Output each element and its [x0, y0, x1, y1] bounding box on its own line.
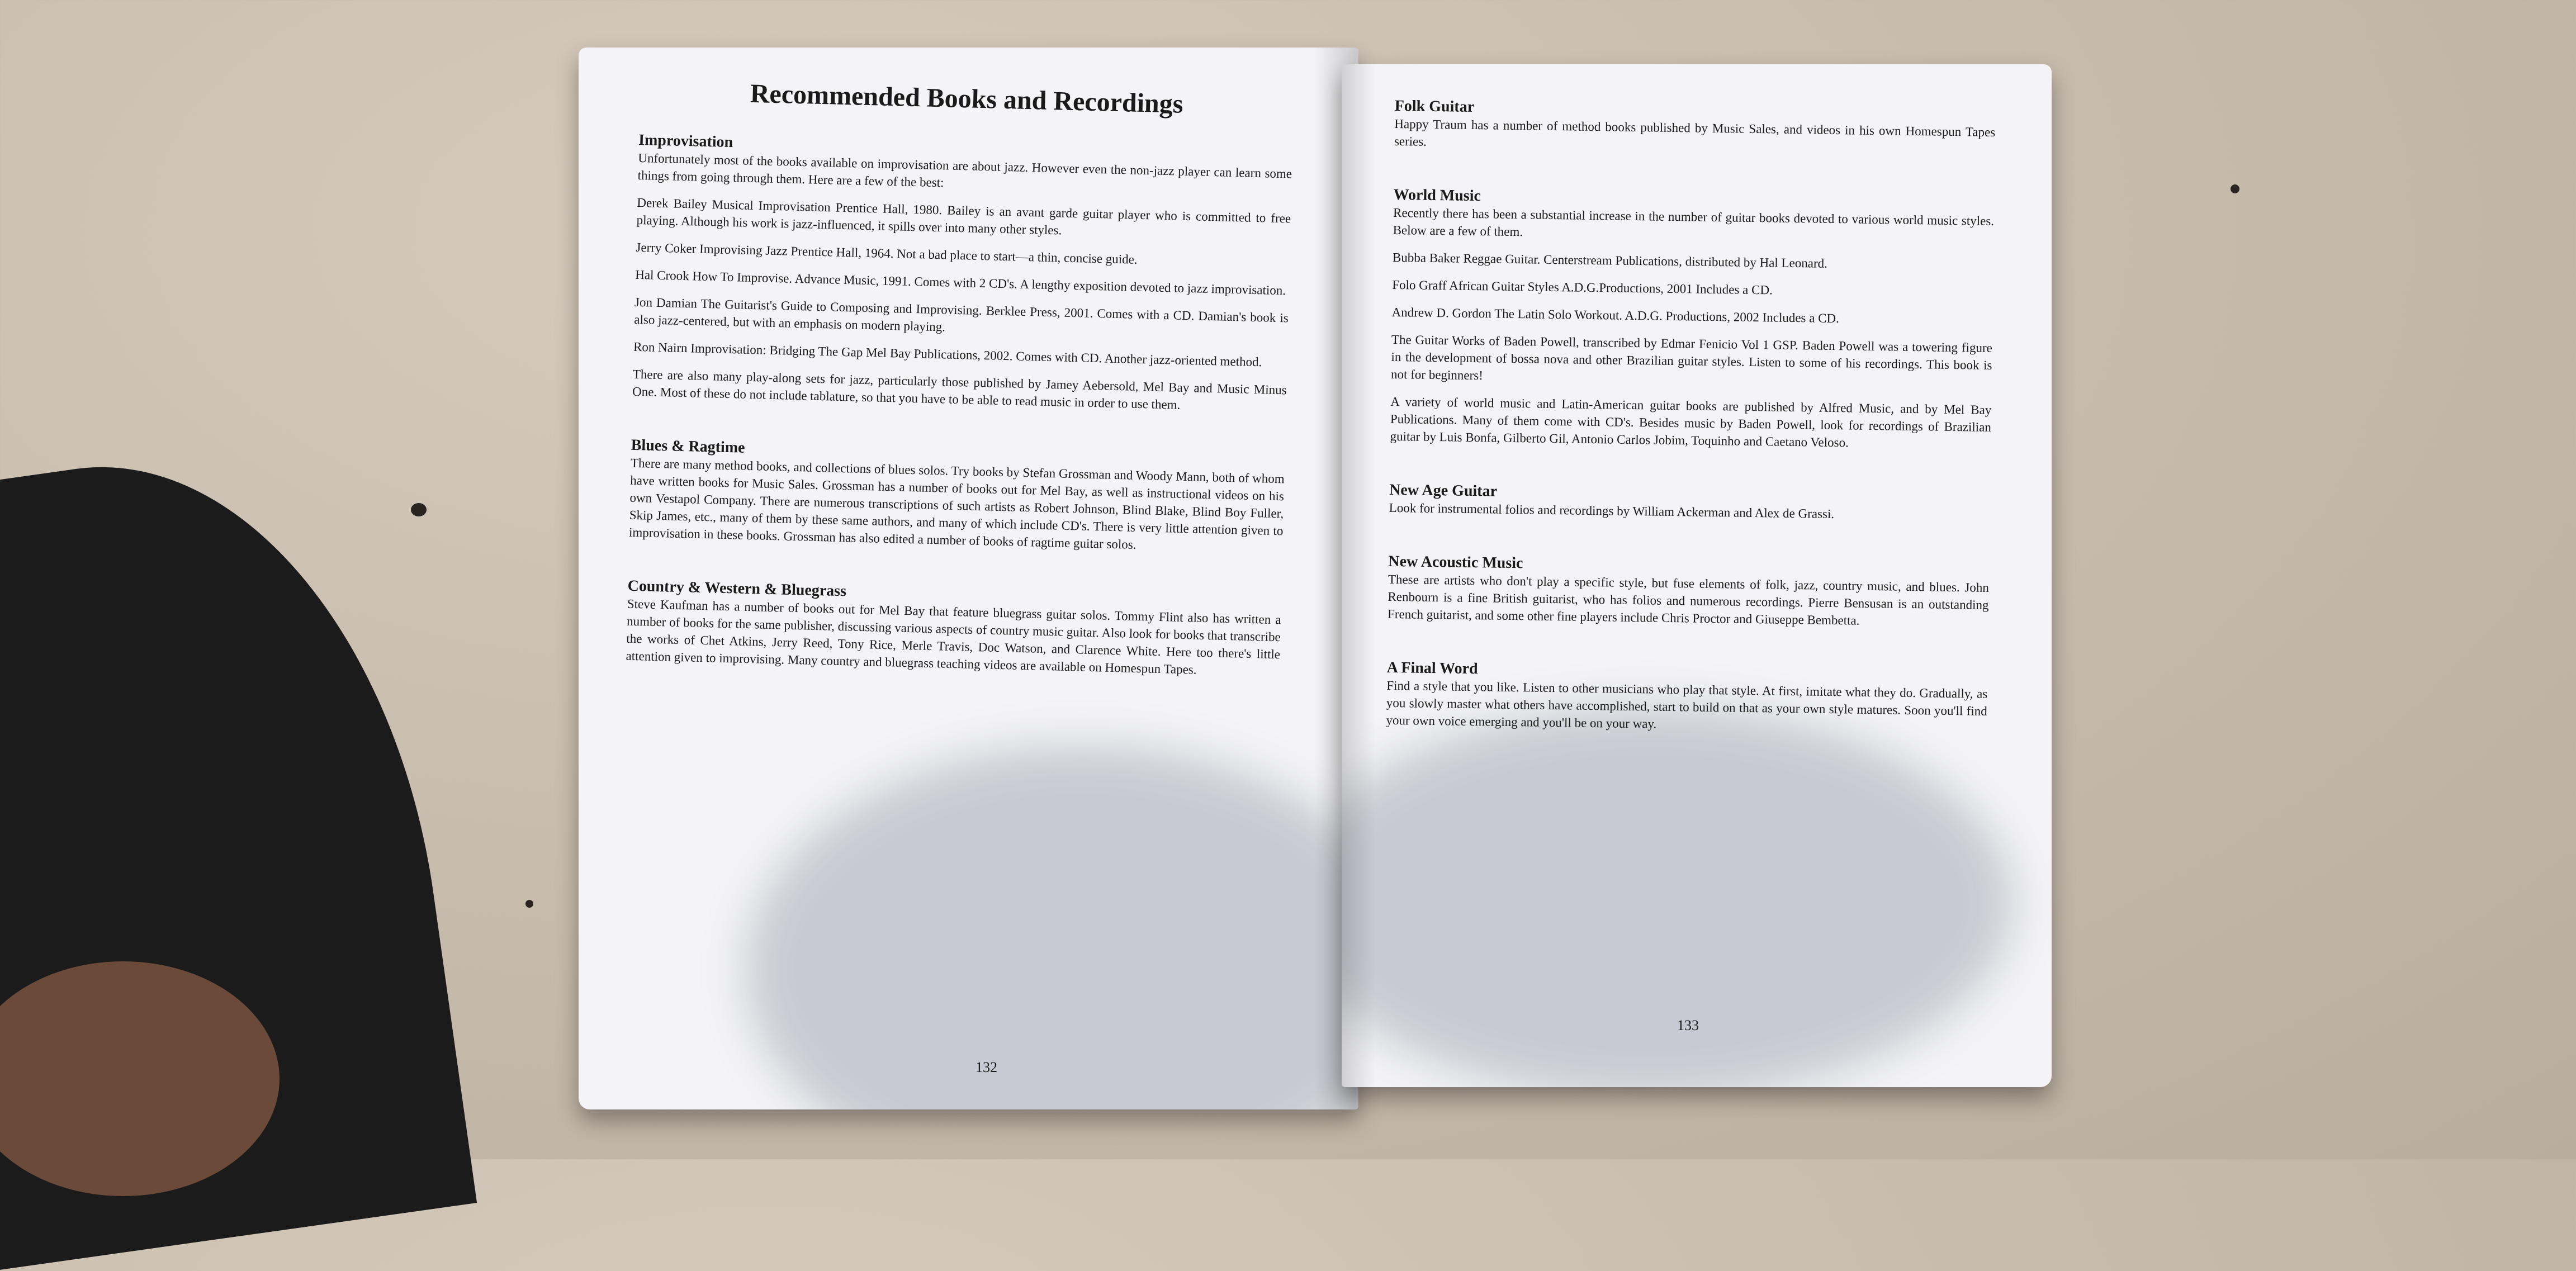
new-age-body: Look for instrumental folios and recordings by William Ackerman and Alex de Grassi.	[1389, 500, 1835, 521]
entry-damian: Jon Damian The Guitarist's Guide to Composing and Improvising. Berklee Press, 2001. Comes with a CD. Damian's book is also jazz-centered, but with an emphasis on modern playing.	[634, 295, 1289, 334]
heading-improvisation: Improvisation	[638, 131, 733, 151]
page-title: Recommended Books and Recordings	[750, 78, 1184, 119]
world-intro: Recently there has been a substantial increase in the number of guitar books devoted to various world music styles. Below are a few of them.	[1393, 205, 1995, 239]
heading-final-word: A Final Word	[1386, 658, 1478, 678]
entry-play-along: There are also many play-along sets for jazz, particularly those published by Jamey Aebersold, Mel Bay and Music Minus One. Most of these do not include tablature, so that you have to be able to read music in order to use them.	[632, 367, 1287, 412]
entry-coker: Jerry Coker Improvising Jazz Prentice Hall, 1964. Not a bad place to start—a thin, concise guide.	[636, 240, 1138, 267]
final-word-body: Find a style that you like. Listen to other musicians who play that style. At first, imitate what they do. Gradually, as you slowly master what others have accomplished, start to build on that as your own style matures. Soon you'll find your own voice emerging and you'll be on your way.	[1386, 678, 1988, 731]
floor-speck	[525, 900, 533, 908]
heading-new-acoustic: New Acoustic Music	[1388, 552, 1523, 572]
entry-nairn: Ron Nairn Improvisation: Bridging The Gap Mel Bay Publications, 2002. Comes with CD. Another jazz-oriented method.	[633, 340, 1262, 369]
heading-folk: Folk Guitar	[1394, 97, 1475, 116]
improvisation-intro: Unfortunately most of the books available on improvisation are about jazz. However even the non-jazz player can learn some things from going through them. Here are a few of the best:	[637, 150, 1292, 190]
page-number-right: 133	[1677, 1017, 1699, 1033]
blues-body: There are many method books, and collections of blues solos. Try books by Stefan Grossman and Woody Mann, both of whom have written books for Music Sales. Grossman has a number of books out for Mel Bay, as well as instructional videos on his own Vestapol Company. There are numerous transcriptions of such artists as Robert Johnson, Blind Blake, Blind Boy Fuller, Skip James, etc., many of them by these same authors, and many of which include CD's. There is very little attention given to improvisation in these books. Grossman has also edited a number of books of ragtime guitar solos.	[628, 456, 1285, 552]
right-page-content	[1386, 98, 1996, 747]
heading-new-age: New Age Guitar	[1389, 481, 1498, 500]
entry-variety: A variety of world music and Latin-American guitar books are published by Alfred Music, and by Mel Bay Publications. Many of them come with CD's. Besides music by Baden Powell, look for recordings of Brazilian guitar by Luis Bonfa, Gilberto Gil, Antonio Carlos Jobim, Toquinho and Caetano Veloso.	[1390, 395, 1992, 450]
floor-speck	[411, 503, 427, 516]
heading-country: Country & Western & Bluegrass	[627, 577, 847, 600]
heading-blues: Blues & Ragtime	[631, 437, 745, 457]
entry-gordon: Andrew D. Gordon The Latin Solo Workout. A.D.G. Productions, 2002 Includes a CD.	[1391, 305, 1840, 326]
country-body: Steve Kaufman has a number of books out for Mel Bay that feature bluegrass guitar solos. Tommy Flint also has written a number of books for the same publisher, discussing various aspects of country music guitar. Also look for books that transcribe the works of Chet Atkins, Jerry Reed, Tony Rice, Merle Travis, Doc Watson, and Clarence White. Here too there's little attention given to improvising. Many country and bluegrass teaching videos are available on Homespun Tapes.	[626, 596, 1281, 677]
entry-crook: Hal Crook How To Improvise. Advance Music, 1991. Comes with 2 CD's. A lengthy exposition devoted to jazz improvisation.	[634, 267, 1286, 298]
right-page	[1342, 64, 2052, 1087]
page-number-left: 132	[976, 1059, 997, 1075]
entry-powell: The Guitar Works of Baden Powell, transcribed by Edmar Fenicio Vol 1 GSP. Baden Powell was a towering figure in the development of bossa nova and other Brazilian guitar styles. Listen to some of his recordings. This book is not for beginners!	[1390, 332, 1993, 383]
folk-body: Happy Traum has a number of method books published by Music Sales, and videos in his own Homespun Tapes series.	[1394, 116, 1996, 149]
entry-bailey: Derek Bailey Musical Improvisation Prentice Hall, 1980. Bailey is an avant garde guitar player who is committed to free playing. Although his work is jazz-influenced, it spills over into many other styles.	[636, 195, 1291, 238]
entry-graff: Folo Graff African Guitar Styles A.D.G.Productions, 2001 Includes a CD.	[1392, 277, 1773, 297]
heading-world: World Music	[1393, 186, 1481, 205]
floor-speck	[2231, 184, 2239, 193]
left-page-content	[626, 75, 1294, 691]
left-page	[579, 48, 1358, 1109]
new-acoustic-body: These are artists who don't play a specific style, but fuse elements of folk, jazz, country music, and blues. John Renbourn is a fine British guitarist, who has folios and numerous recordings. Pierre Bensusan is an outstanding French guitarist, and some other fine players include Chris Proctor and Giuseppe Bembetta.	[1387, 572, 1990, 628]
entry-baker: Bubba Baker Reggae Guitar. Centerstream Publications, distributed by Hal Leonard.	[1392, 250, 1828, 271]
